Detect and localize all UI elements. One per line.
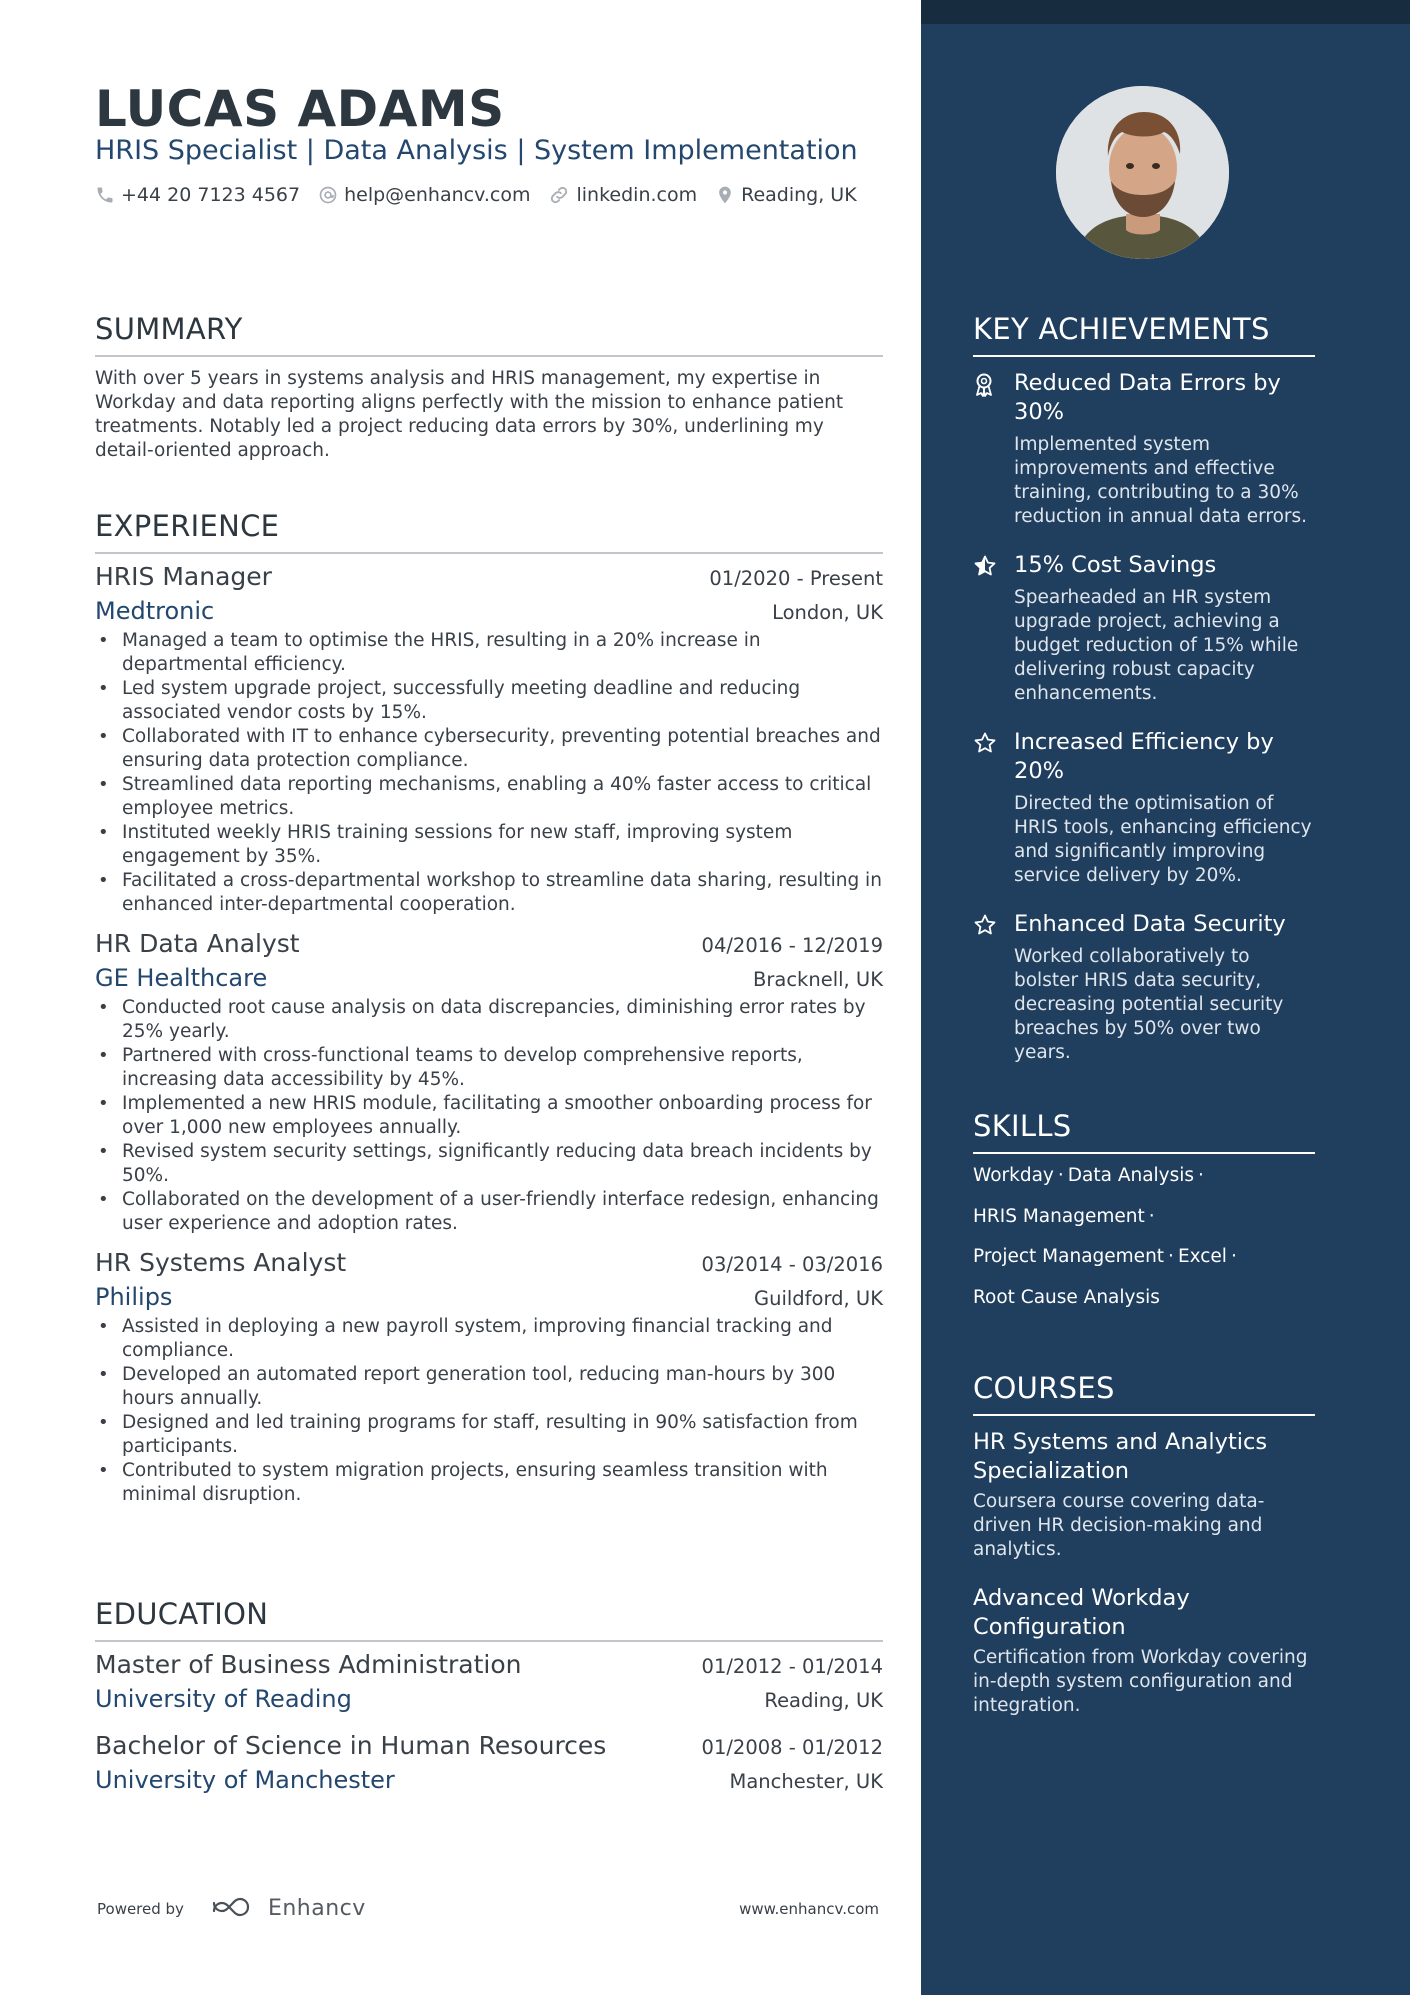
job-bullets [95, 1315, 883, 1507]
summary-section [95, 309, 883, 463]
job-company-row [95, 1283, 883, 1311]
achievements-section [973, 309, 1315, 1065]
bullet-item: • Designed and led training programs for staff, resulting in 90% satisfaction from participants. [95, 1411, 883, 1459]
job-dates: 03/2014 - 03/2016 [701, 1253, 883, 1276]
star-icon [973, 913, 997, 937]
skill-tag: Workday [973, 1165, 1054, 1186]
job-location: Guildford, UK [754, 1287, 883, 1310]
contact-linkedin[interactable] [548, 184, 697, 206]
bullet-item: • Collaborated on the development of a user-friendly interface redesign, enhancing user experience and adoption rates. [95, 1188, 883, 1236]
skill-line: Workday · Data Analysis · [973, 1165, 1204, 1186]
skill-tag: HRIS Management [973, 1205, 1145, 1227]
course-description: Coursera course covering data-driven HR decision-making and analytics. [973, 1491, 1265, 1560]
achievement-item [973, 910, 1315, 1065]
courses-section [973, 1368, 1315, 1718]
section-divider [95, 552, 883, 554]
achievement-title: Enhanced Data Security [1014, 911, 1286, 937]
job-entry [95, 929, 883, 1236]
job-entry [95, 1248, 883, 1507]
school-row [95, 1685, 883, 1713]
bullet-item: • Facilitated a cross-departmental workshop to streamline data sharing, resulting in enhanced inter-departmental cooperation. [95, 869, 883, 917]
achievement-description: Spearheaded an HR system upgrade project, achieving a budget reduction of 15% while delivering robust capacity enhancements. [1014, 587, 1299, 704]
education-header [95, 1650, 883, 1679]
summary-text: With over 5 years in systems analysis and HRIS management, my expertise in Workday and data reporting aligns perfectly with the mission to enhance patient treatments. Notably led a project reducing data errors by 30%, underlining my detail-oriented approach. [95, 368, 844, 461]
course-description: Certification from Workday covering in-depth system configuration and integration. [973, 1647, 1308, 1716]
courses-heading: COURSES [973, 1371, 1115, 1405]
education-dates: 01/2008 - 01/2012 [701, 1736, 883, 1759]
candidate-title: HRIS Specialist | Data Analysis | System Implementation [95, 135, 858, 166]
achievement-item [973, 728, 1315, 888]
education-entry [95, 1650, 883, 1713]
achievement-description: Worked collaboratively to bolster HRIS data security, decreasing potential security breaches by 50% over two years. [1014, 946, 1284, 1063]
section-divider [973, 1414, 1315, 1416]
bullet-item: • Partnered with cross-functional teams to develop comprehensive reports, increasing data accessibility by 45%. [95, 1044, 883, 1092]
job-role: HRIS Manager [95, 562, 272, 591]
linkedin-text: linkedin.com [576, 184, 698, 206]
bullet-item: • Developed an automated report generation tool, reducing man-hours by 300 hours annually. [95, 1363, 883, 1411]
link-icon [548, 184, 570, 206]
achievement-title: Reduced Data Errors by 30% [1014, 370, 1281, 425]
avatar [1056, 86, 1229, 259]
star-icon [973, 731, 997, 755]
achievement-item [973, 551, 1315, 706]
education-header [95, 1731, 883, 1760]
bullet-item: • Revised system security settings, significantly reducing data breach incidents by 50%. [95, 1140, 883, 1188]
job-bullets [95, 629, 883, 917]
avatar-portrait-image [1056, 86, 1229, 259]
job-role: HR Systems Analyst [95, 1248, 347, 1277]
achievements-heading: KEY ACHIEVEMENTS [973, 312, 1270, 346]
sidebar-top-bar [921, 0, 1410, 24]
contact-row [95, 184, 875, 206]
powered-by[interactable] [97, 1896, 366, 1921]
job-header [95, 929, 883, 958]
course-title: HR Systems and Analytics Specialization [973, 1429, 1268, 1484]
phone-text: +44 20 7123 4567 [121, 184, 301, 206]
job-dates: 01/2020 - Present [709, 567, 883, 590]
course-item [973, 1584, 1315, 1718]
phone-icon [95, 185, 115, 205]
job-company: GE Healthcare [95, 964, 268, 992]
job-location: London, UK [772, 601, 883, 624]
award-icon [973, 372, 995, 398]
education-section [95, 1594, 883, 1794]
education-dates: 01/2012 - 01/2014 [701, 1655, 883, 1678]
skill-line: Project Management · Excel · [973, 1246, 1237, 1267]
skills-heading: SKILLS [973, 1109, 1072, 1143]
skill-line: HRIS Management · [973, 1205, 1155, 1227]
section-divider [973, 1152, 1315, 1154]
footer [97, 1896, 879, 1921]
job-entry [95, 562, 883, 917]
school-location: Reading, UK [764, 1689, 883, 1712]
job-company: Philips [95, 1283, 173, 1311]
contact-location [715, 184, 857, 206]
section-divider [95, 1640, 883, 1642]
achievement-title: 15% Cost Savings [1014, 552, 1217, 578]
email-text: help@enhancv.com [344, 184, 531, 206]
section-divider [95, 355, 883, 357]
bullet-item: • Collaborated with IT to enhance cybersecurity, preventing potential breaches and ensuring data protection compliance. [95, 725, 883, 773]
degree: Bachelor of Science in Human Resources [95, 1731, 607, 1760]
job-company-row [95, 597, 883, 625]
job-dates: 04/2016 - 12/2019 [701, 934, 883, 957]
job-company: Medtronic [95, 597, 215, 625]
course-title: Advanced Workday Configuration [973, 1585, 1190, 1640]
bullet-item: • Led system upgrade project, successfully meeting deadline and reducing associated vendor costs by 15%. [95, 677, 883, 725]
section-divider [973, 355, 1315, 357]
school-name: University of Manchester [95, 1766, 395, 1794]
star-half-icon [973, 554, 997, 578]
summary-heading: SUMMARY [95, 312, 243, 346]
bullet-item: • Assisted in deploying a new payroll system, improving financial tracking and compliance. [95, 1315, 883, 1363]
achievement-description: Directed the optimisation of HRIS tools, enhancing efficiency and significantly improving service delivery by 20%. [1014, 793, 1312, 886]
contact-email[interactable] [318, 184, 530, 206]
bullet-item: • Managed a team to optimise the HRIS, resulting in a 20% increase in departmental efficiency. [95, 629, 883, 677]
bullet-item: • Instituted weekly HRIS training sessions for new staff, improving system engagement by 35%. [95, 821, 883, 869]
job-header [95, 1248, 883, 1277]
education-entry [95, 1731, 883, 1794]
skill-tag: Root Cause Analysis [973, 1286, 1160, 1308]
course-item [973, 1428, 1315, 1562]
at-icon [318, 185, 338, 205]
school-location: Manchester, UK [729, 1770, 883, 1793]
skills-section [973, 1106, 1315, 1318]
achievement-item [973, 369, 1315, 529]
job-company-row [95, 964, 883, 992]
location-text: Reading, UK [741, 184, 857, 206]
candidate-name: LUCAS ADAMS [95, 80, 505, 138]
job-header [95, 562, 883, 591]
location-pin-icon [715, 185, 735, 205]
achievement-title: Increased Efficiency by 20% [1014, 729, 1274, 784]
achievement-description: Implemented system improvements and effective training, contributing to a 30% reduction in annual data errors. [1014, 434, 1308, 527]
enhancv-brand: Enhancv [267, 1896, 366, 1921]
powered-by-label: Powered by [97, 1899, 184, 1918]
skill-tag: Data Analysis [1067, 1165, 1195, 1186]
job-location: Bracknell, UK [752, 968, 883, 991]
experience-heading: EXPERIENCE [95, 509, 280, 543]
skill-line [973, 1278, 1315, 1319]
skill-tag: Project Management [973, 1246, 1165, 1267]
bullet-item: • Streamlined data reporting mechanisms, enabling a 40% faster access to critical employee metrics. [95, 773, 883, 821]
sidebar [921, 0, 1410, 1995]
bullet-item: • Implemented a new HRIS module, facilitating a smoother onboarding process for over 1,000 new employees annually. [95, 1092, 883, 1140]
website-link[interactable]: www.enhancv.com [739, 1899, 879, 1918]
job-bullets [95, 996, 883, 1236]
enhancv-logo-icon [210, 1897, 260, 1921]
education-heading: EDUCATION [95, 1597, 269, 1631]
skill-tag: Excel [1177, 1246, 1227, 1267]
school-name: University of Reading [95, 1685, 352, 1713]
degree: Master of Business Administration [95, 1650, 522, 1679]
contact-phone[interactable] [95, 184, 300, 206]
bullet-item: • Contributed to system migration projects, ensuring seamless transition with minimal disruption. [95, 1459, 883, 1507]
school-row [95, 1766, 883, 1794]
bullet-item: • Conducted root cause analysis on data discrepancies, diminishing error rates by 25% yearly. [95, 996, 883, 1044]
job-role: HR Data Analyst [95, 929, 300, 958]
skills-list [973, 1156, 1315, 1318]
experience-section [95, 506, 883, 1507]
